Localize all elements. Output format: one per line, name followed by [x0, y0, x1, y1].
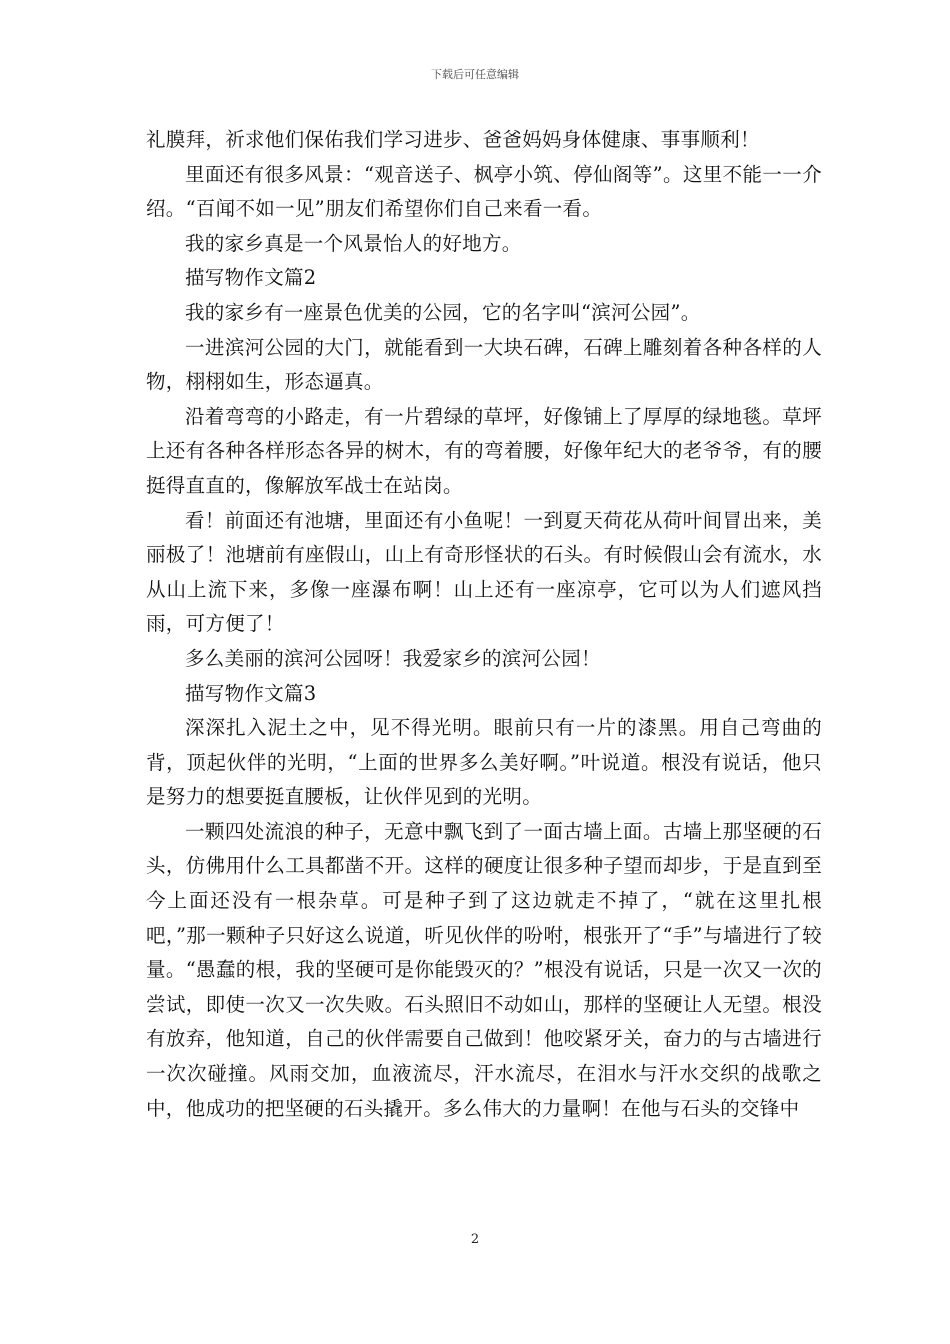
page-number: 2	[470, 1232, 480, 1247]
paragraph: 礼膜拜，祈求他们保佑我们学习进步、爸爸妈妈身体健康、事事顺利！	[146, 128, 760, 151]
paragraph: 多么美丽的滨河公园呀！我爱家乡的滨河公园！	[185, 646, 601, 670]
paragraph: 看！前面还有池塘，里面还有小鱼呢！一到夏天荷花从荷叶间冒出来，美丽极了！池塘前有座假山，山上有奇形怪状的石头。有时候假山会有流水，水从山上流下来，多像一座瀑布啊！山上还有一座凉亭，它可以为人们遮风挡雨，可方便了！	[146, 508, 822, 636]
paragraph: 我的家乡真是一个风景怡人的好地方。	[185, 231, 522, 255]
section-heading: 描写物作文篇2	[185, 266, 317, 290]
page-header: 下载后可任意编辑	[431, 68, 519, 81]
paragraph: 我的家乡有一座景色优美的公园，它的名字叫“滨河公园”。	[185, 300, 701, 324]
document-body	[146, 123, 822, 1126]
paragraph: 里面还有很多风景：“观音送子、枫亭小筑、停仙阁等”。这里不能一一介绍。“百闻不如一见”朋友们希望你们自己来看一看。	[146, 162, 822, 221]
paragraph: 一进滨河公园的大门，就能看到一大块石碑，石碑上雕刻着各种各样的人物，栩栩如生，形态逼真。	[146, 335, 822, 394]
paragraph: 深深扎入泥土之中，见不得光明。眼前只有一片的漆黑。用自己弯曲的背，顶起伙伴的光明，“上面的世界多么美好啊。”叶说道。根没有说话，他只是努力的想要挺直腰板，让伙伴见到的光明。	[146, 716, 822, 809]
paragraph: 沿着弯弯的小路走，有一片碧绿的草坪，好像铺上了厚厚的绿地毯。草坪上还有各种各样形态各异的树木，有的弯着腰，好像年纪大的老爷爷，有的腰挺得直直的，像解放军战士在站岗。	[146, 404, 822, 497]
section-heading: 描写物作文篇3	[185, 681, 317, 705]
paragraph: 一颗四处流浪的种子，无意中飘飞到了一面古墙上面。古墙上那坚硬的石头，仿佛用什么工具都凿不开。这样的硬度让很多种子望而却步，于是直到至今上面还没有一根杂草。可是种子到了这边就走不掉了，“就在这里扎根吧，”那一颗种子只好这么说道，听见伙伴的吩咐，根张开了“手”与墙进行了较量。“愚蠢的根，我的坚硬可是你能毁灭的？”根没有说话，只是一次又一次的尝试，即使一次又一次失败。石头照旧不动如山，那样的坚硬让人无望。根没有放弃，他知道，自己的伙伴需要自己做到！他咬紧牙关，奋力的与古墙进行一次次碰撞。风雨交加，血液流尽，汗水流尽，在泪水与汗水交织的战歌之中，他成功的把坚硬的石头撬开。多么伟大的力量啊！在他与石头的交锋中	[146, 819, 822, 1120]
